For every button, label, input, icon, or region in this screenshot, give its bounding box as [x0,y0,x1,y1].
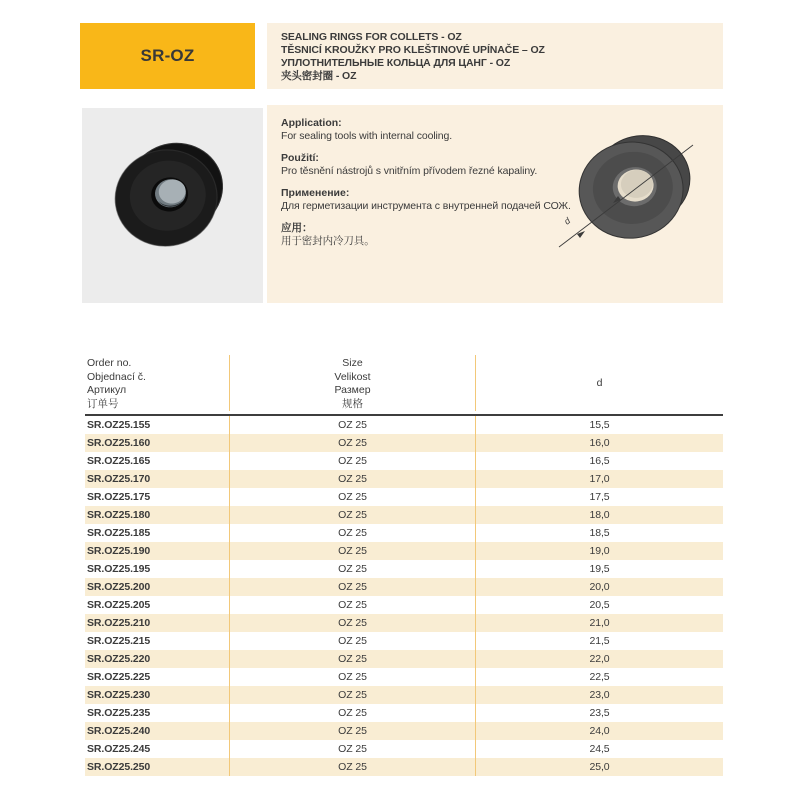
header-size-ru: Размер [334,384,371,396]
d-cell: 16,0 [475,434,723,452]
size-cell: OZ 25 [229,542,475,560]
size-cell: OZ 25 [229,686,475,704]
size-cell: OZ 25 [229,614,475,632]
table-row [85,524,723,542]
table-row [85,578,723,596]
d-cell: 17,0 [475,470,723,488]
d-cell: 18,0 [475,506,723,524]
size-cell: OZ 25 [229,650,475,668]
order-no-cell: SR.OZ25.160 [87,437,151,449]
order-no-cell: SR.OZ25.190 [87,545,151,557]
table-row [85,452,723,470]
table-header [85,355,723,416]
order-no-cell: SR.OZ25.250 [87,761,151,773]
table-row [85,434,723,452]
d-cell: 25,0 [475,758,723,776]
product-photo [82,108,263,303]
application-body-en: For sealing tools with internal cooling. [281,130,453,142]
order-no-cell: SR.OZ25.155 [87,419,151,431]
order-no-cell: SR.OZ25.215 [87,635,151,647]
product-code: SR-OZ [140,46,195,65]
table-row [85,758,723,776]
application-label-cs: Použití: [281,152,319,164]
table-row [85,560,723,578]
application-body-zh: 用于密封内冷刀具。 [281,235,375,247]
d-cell: 24,0 [475,722,723,740]
title-cs: TĚSNICÍ KROUŽKY PRO KLEŠTINOVÉ UPÍNAČE – OZ [281,44,545,56]
order-no-cell: SR.OZ25.195 [87,563,151,575]
header-order-no [85,355,229,411]
table-row [85,722,723,740]
table-row [85,650,723,668]
application-text [281,117,581,257]
header-order-no-en: Order no. [87,357,132,369]
order-no-cell: SR.OZ25.240 [87,725,151,737]
order-no-cell: SR.OZ25.225 [87,671,151,683]
table-row [85,488,723,506]
product-code-box [80,23,255,89]
order-no-cell: SR.OZ25.220 [87,653,151,665]
table-row [85,614,723,632]
table-row [85,470,723,488]
d-cell: 15,5 [475,416,723,434]
order-no-cell: SR.OZ25.170 [87,473,151,485]
table-row [85,704,723,722]
table-row [85,416,723,434]
d-cell: 20,0 [475,578,723,596]
order-no-cell: SR.OZ25.210 [87,617,151,629]
size-cell: OZ 25 [229,722,475,740]
d-cell: 19,0 [475,542,723,560]
header-order-no-cs: Objednací č. [87,370,146,383]
size-cell: OZ 25 [229,506,475,524]
d-cell: 22,5 [475,668,723,686]
header-d-label: d [596,377,603,390]
application-panel [267,105,723,303]
table-row [85,740,723,758]
dimension-diagram [547,119,717,279]
title-ru: УПЛОТНИТЕЛЬНЫЕ КОЛЬЦА ДЛЯ ЦАНГ - OZ [281,57,511,69]
d-cell: 24,5 [475,740,723,758]
application-label-ru: Применение: [281,187,350,199]
order-no-cell: SR.OZ25.185 [87,527,151,539]
d-cell: 16,5 [475,452,723,470]
table-row [85,668,723,686]
table-row [85,632,723,650]
size-cell: OZ 25 [229,596,475,614]
d-cell: 20,5 [475,596,723,614]
size-cell: OZ 25 [229,416,475,434]
header-d [475,355,723,411]
size-cell: OZ 25 [229,668,475,686]
table-body [85,416,723,776]
size-cell: OZ 25 [229,560,475,578]
size-cell: OZ 25 [229,704,475,722]
header-order-no-zh: 订单号 [87,397,119,410]
size-cell: OZ 25 [229,632,475,650]
order-no-cell: SR.OZ25.175 [87,491,151,503]
size-cell: OZ 25 [229,758,475,776]
application-label-zh: 应用： [281,222,313,234]
size-table [85,355,723,776]
application-body-ru: Для герметизации инструмента с внутренней подачей СОЖ. [281,200,571,212]
application-label-en: Application: [281,117,342,129]
order-no-cell: SR.OZ25.200 [87,581,151,593]
size-cell: OZ 25 [229,740,475,758]
order-no-cell: SR.OZ25.180 [87,509,151,521]
header-size [229,355,475,411]
application-body-cs: Pro těsnění nástrojů s vnitřním přívodem řezné kapaliny. [281,165,538,177]
d-cell: 23,5 [475,704,723,722]
dimension-label: d [562,215,573,227]
application-section-zh [281,222,581,248]
d-cell: 17,5 [475,488,723,506]
application-section-en [281,117,581,143]
table-row [85,542,723,560]
d-cell: 21,0 [475,614,723,632]
title-panel [267,23,723,89]
table-row [85,596,723,614]
size-cell: OZ 25 [229,452,475,470]
header-size-cs: Velikost [334,370,371,383]
size-cell: OZ 25 [229,578,475,596]
d-cell: 18,5 [475,524,723,542]
header-order-no-ru: Артикул [87,384,127,396]
order-no-cell: SR.OZ25.230 [87,689,151,701]
header-size-en: Size [342,357,363,369]
order-no-cell: SR.OZ25.165 [87,455,151,467]
table-row [85,686,723,704]
d-cell: 21,5 [475,632,723,650]
title-en: SEALING RINGS FOR COLLETS - OZ [281,31,462,43]
sealing-ring-photo-icon [82,108,263,303]
table-row [85,506,723,524]
order-no-cell: SR.OZ25.205 [87,599,151,611]
d-cell: 23,0 [475,686,723,704]
d-cell: 22,0 [475,650,723,668]
application-section-ru [281,187,581,213]
size-cell: OZ 25 [229,524,475,542]
order-no-cell: SR.OZ25.235 [87,707,151,719]
size-cell: OZ 25 [229,488,475,506]
size-cell: OZ 25 [229,470,475,488]
order-no-cell: SR.OZ25.245 [87,743,151,755]
size-cell: OZ 25 [229,434,475,452]
application-section-cs [281,152,581,178]
title-zh: 夹头密封圈 - OZ [281,70,357,82]
header-size-zh: 规格 [342,397,363,410]
d-cell: 19,5 [475,560,723,578]
